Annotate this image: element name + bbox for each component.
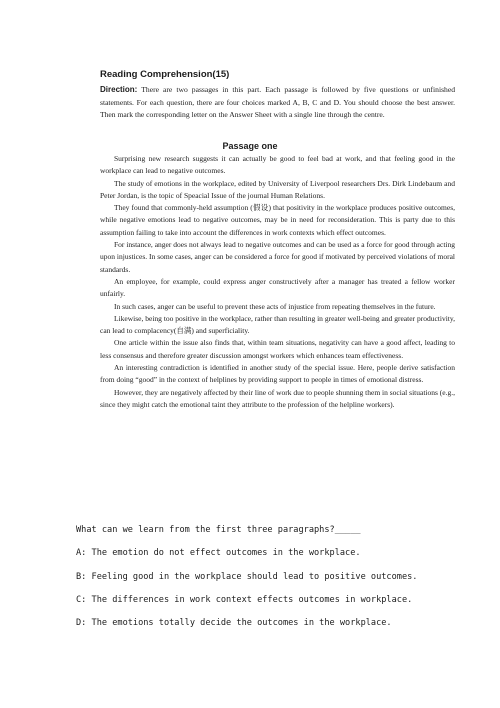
- passage-paragraph: They found that commonly-held assumption (假设) that positivity in the workplace produces positive outcomes, while negative emotions lead to negative outcomes, may be in need for reconsideration. This is party due to this assumption failing to take into account the differences in work contexts which effect outcomes.: [100, 203, 455, 237]
- passage-paragraph: In such cases, anger can be useful to prevent these acts of injustice from repeating themselves in the future.: [114, 301, 436, 311]
- direction-block: [100, 84, 455, 122]
- answer-option-a[interactable]: A: The emotion do not effect outcomes in the workplace.: [76, 548, 361, 558]
- direction-label: Direction:: [100, 85, 138, 94]
- passage-paragraph: An interesting contradiction is identified in another study of the special issue. Here, people derive satisfaction from doing “good” in the context of helplines by providing support to people in times of emotional distress.: [100, 363, 455, 385]
- passage-paragraph: An employee, for example, could express anger constructively after a manager has treated a fellow worker unfairly.: [100, 276, 455, 299]
- direction-text: There are two passages in this part. Each passage is followed by five questions or unfinished statements. For each question, there are four choices marked A, B, C and D. You should choose the best answer. Then mark the corresponding letter on the Answer Sheet with a single line through the centre.: [100, 85, 455, 119]
- passage-title: Passage one: [222, 141, 278, 151]
- answer-option-c[interactable]: C: The differences in work context effects outcomes in workplace.: [76, 595, 413, 605]
- section-heading: Reading Comprehension(15): [100, 69, 230, 80]
- question-stem: What can we learn from the first three paragraphs?_____: [76, 525, 361, 535]
- passage-paragraph: Likewise, being too positive in the workplace, rather than resulting in greater well-being and greater productivity, can lead to complacency(自满) and superficiality.: [100, 313, 455, 336]
- passage-paragraph: The study of emotions in the workplace, edited by University of Liverpool researchers Drs. Dirk Lindebaum and Peter Jordan, is the topic of Speacial Issue of the journal Human Relations.: [100, 178, 455, 200]
- passage-paragraph: One article within the issue also finds that, within team situations, negativity can have a good affect, leading to less consensus and therefore greater discussion amongst workers which enhances team effectiveness.: [100, 338, 455, 360]
- passage-paragraph: For instance, anger does not always lead to negative outcomes and can be used as a force for good through acting upon injustices. In some cases, anger can be considered a force for good if motivated by perceived violations of moral standards.: [100, 240, 455, 274]
- passage-body: [100, 153, 455, 411]
- answer-option-d[interactable]: D: The emotions totally decide the outcomes in the workplace.: [76, 618, 392, 628]
- passage-paragraph: Surprising new research suggests it can actually be good to feel bad at work, and that feeling good in the workplace can lead to negative outcomes.: [100, 154, 455, 176]
- passage-paragraph: However, they are negatively affected by their line of work due to people shunning them in social situations (e.g., since they might catch the emotional taint they attribute to the profession of the helpline workers).: [100, 387, 455, 409]
- answer-option-b[interactable]: B: Feeling good in the workplace should lead to positive outcomes.: [76, 572, 418, 582]
